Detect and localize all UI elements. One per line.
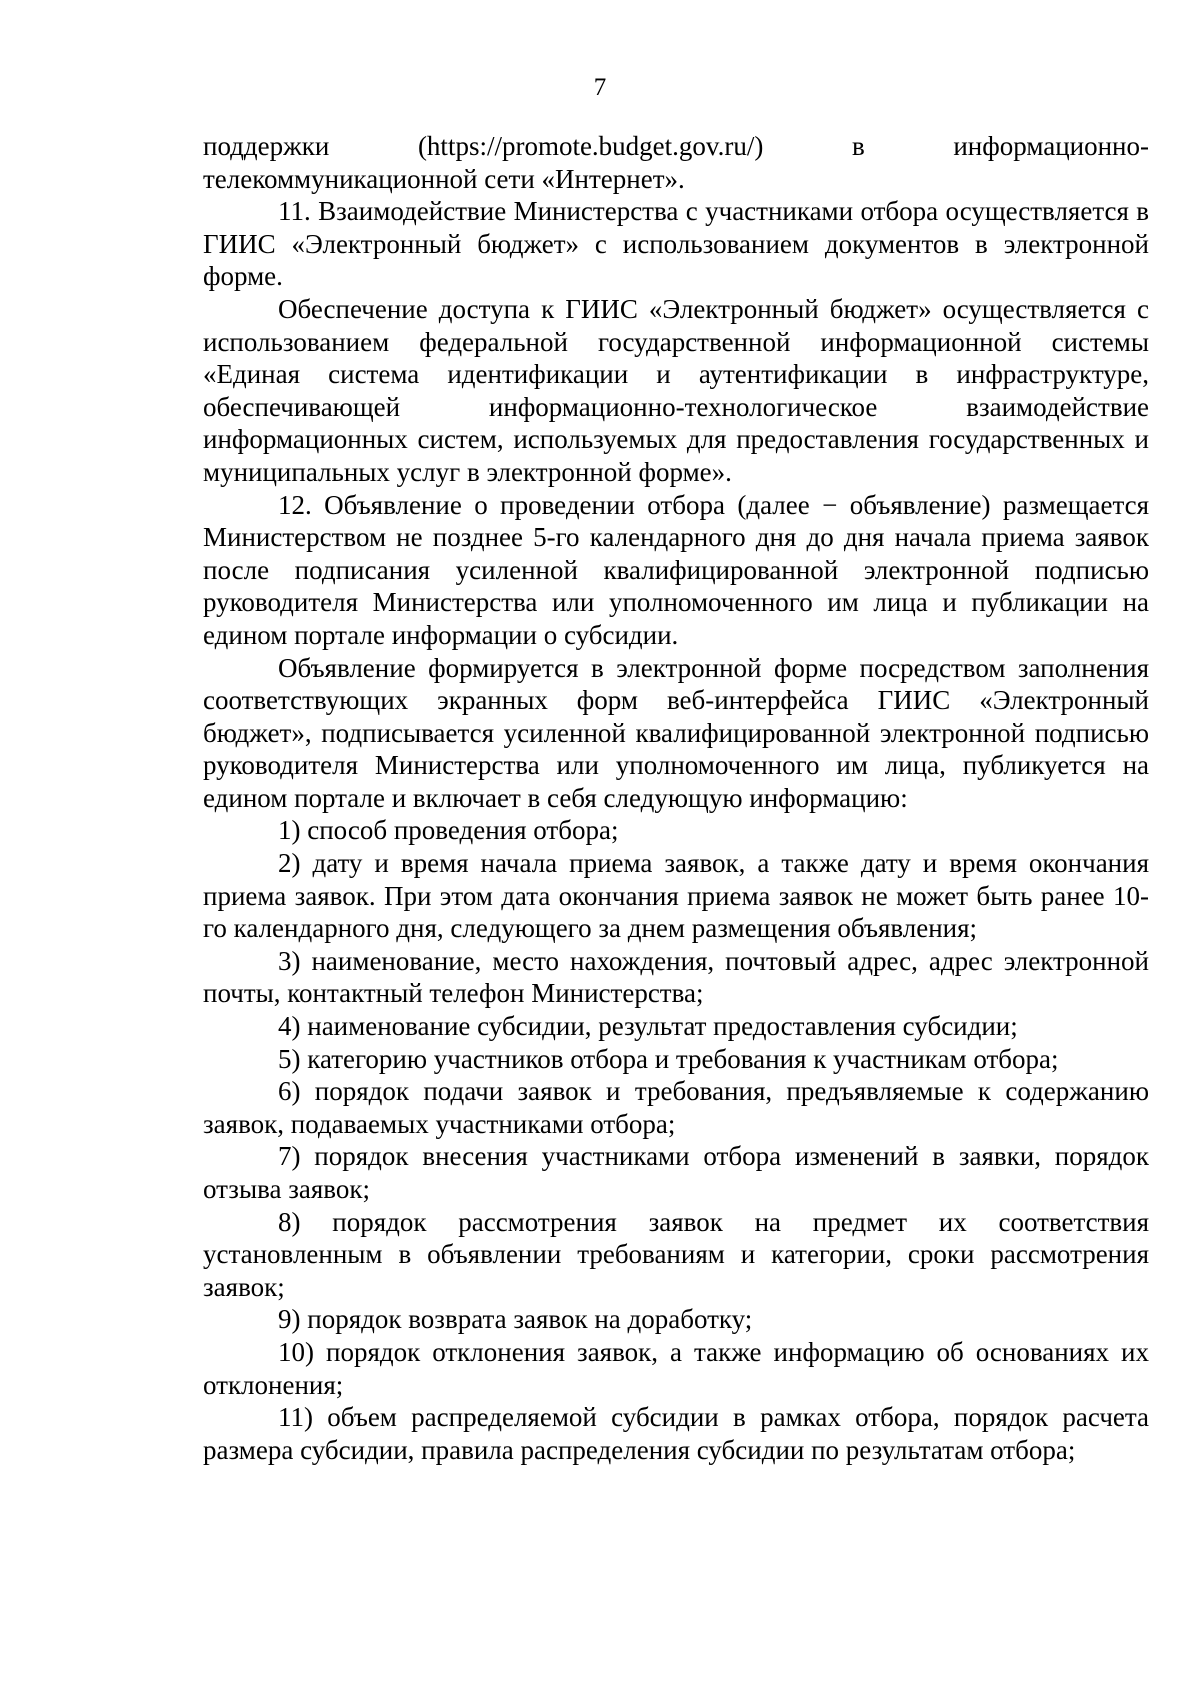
list-item: 2) дату и время начала приема заявок, а также дату и время окончания приема заявок. При этом дата окончания приема заявок не может быть ранее 10-го календарного дня, следующего за днем размещения объявления; bbox=[203, 848, 1149, 944]
paragraph-continuation: поддержки (https://promote.budget.gov.ru/) в информационно-телекоммуникационной сети «Интернет». bbox=[203, 131, 1149, 194]
list-item: 9) порядок возврата заявок на доработку; bbox=[278, 1304, 753, 1335]
paragraph-11: 11. Взаимодействие Министерства с участниками отбора осуществляется в ГИИС «Электронный бюджет» с использованием документов в электронной форме. bbox=[203, 196, 1149, 292]
list-item: 8) порядок рассмотрения заявок на предмет их соответствия установленным в объявлении требованиям и категории, сроки рассмотрения заявок; bbox=[203, 1206, 1149, 1302]
list-item: 10) порядок отклонения заявок, а также информацию об основаниях их отклонения; bbox=[203, 1336, 1149, 1400]
list-item: 3) наименование, место нахождения, почтовый адрес, адрес электронной почты, контактный телефон Министерства; bbox=[203, 945, 1149, 1009]
page-number: 7 bbox=[593, 74, 607, 101]
list-item: 5) категорию участников отбора и требования к участникам отбора; bbox=[278, 1043, 1059, 1074]
list-item: 1) способ проведения отбора; bbox=[278, 815, 619, 846]
list-item: 11) объем распределяемой субсидии в рамках отбора, порядок расчета размера субсидии, правила распределения субсидии по результатам отбора; bbox=[203, 1402, 1149, 1465]
paragraph-12: 12. Объявление о проведении отбора (далее − объявление) размещается Министерством не позднее 5-го календарного дня до дня начала приема заявок после подписания усиленной квалифицированной электронной подписью руководителя Министерства или уполномоченного им лица и публикации на едином портале информации о субсидии. bbox=[203, 489, 1149, 650]
paragraph-announcement: Объявление формируется в электронной форме посредством заполнения соответствующих экранных форм веб-интерфейса ГИИС «Электронный бюджет», подписывается усиленной квалифицированной электронной подписью руководителя Министерства или уполномоченного им лица, публикуется на едином портале и включает в себя следующую информацию: bbox=[203, 652, 1149, 813]
paragraph-access: Обеспечение доступа к ГИИС «Электронный бюджет» осуществляется с использованием федеральной государственной информационной системы «Единая система идентификации и аутентификации в инфраструктуре, обеспечивающей информационно-технологическое взаимодействие информационных систем, используемых для предоставления государственных и муниципальных услуг в электронной форме». bbox=[203, 293, 1149, 487]
list-item: 4) наименование субсидии, результат предоставления субсидии; bbox=[278, 1011, 1018, 1042]
list-item: 6) порядок подачи заявок и требования, предъявляемые к содержанию заявок, подаваемых участниками отбора; bbox=[203, 1076, 1149, 1139]
document-body bbox=[203, 130, 1149, 1466]
list-item: 7) порядок внесения участниками отбора изменений в заявки, порядок отзыва заявок; bbox=[203, 1141, 1149, 1204]
